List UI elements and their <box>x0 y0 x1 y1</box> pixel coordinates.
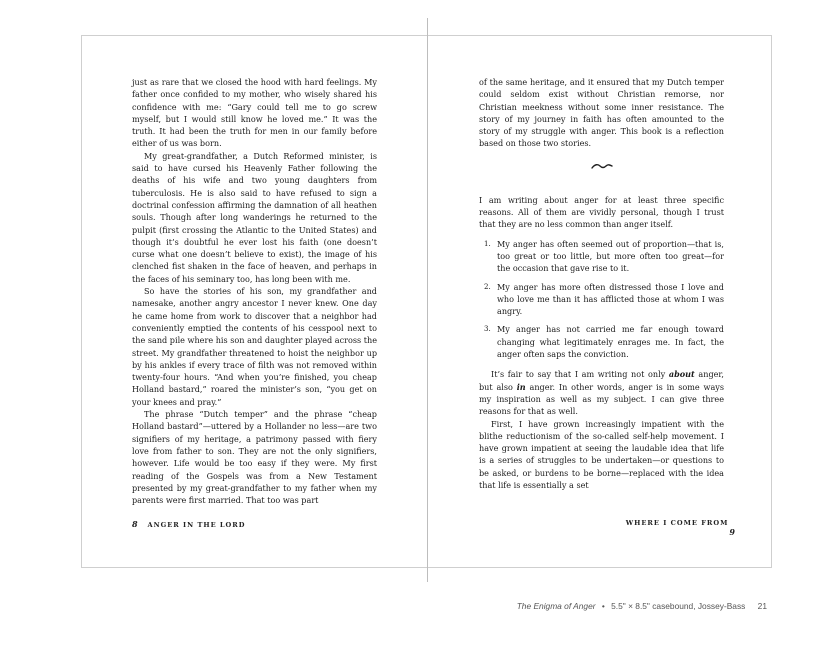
left-paragraph: My great-grandfather, a Dutch Reformed minister, is said to have cursed his Heavenly Father following the deaths of his wife and two young daughters from tuberculosis. He is also said to have refused to sign a doctrinal confession affirming the damnation of all heathen souls. Though after long wanderings he returned to the pulpit (first crossing the Atlantic to the United States) and though it’s doubtful he ever lost his faith (one doesn’t curse what one doesn’t believe to exist), the image of his clenched fist shaken in the face of heaven, and perhaps in the faces of his seminary too, has long been with me. <box>132 150 377 284</box>
spread-caption <box>517 601 767 611</box>
right-closing-paragraph: First, I have grown increasingly impatient with the blithe reductionism of the so-called self-help movement. I have grown impatient at seeing the laudable idea that life is a series of struggles to be undertaken—or questions to be asked, or burdens to be borne—replaced with the idea that life is essentially a set <box>479 418 724 491</box>
text-run: anger, but also <box>479 369 724 392</box>
right-opening-paragraph: of the same heritage, and it ensured that my Dutch temper could seldom exist without Christian remorse, nor Christian meekness without some inner resistance. The story of my journey in faith has often amounted to the story of my struggle with anger. This book is a reflection based on those two stories. <box>479 77 724 149</box>
left-paragraph: The phrase “Dutch temper” and the phrase “cheap Holland bastard”—uttered by a Hollander no less—are two signifiers of my heritage, a patrimony passed with fiery love from father to son. They are not the only signifiers, however. Life would be too easy if they were. My first reading of the Gospels was from a New Testament presented by my great-grandfather to my father when my parents were first married. That too was part <box>132 409 377 506</box>
list-item-text: My anger has often seemed out of proportion—that is, too great or too little, but more often too great—for the occasion that gave rise to it. <box>497 238 724 274</box>
list-item-text: My anger has more often distressed those I love and who love me than it has afflicted those at whom I was angry. <box>497 281 724 317</box>
right-about-paragraph <box>479 368 724 417</box>
book-title: The Enigma of Anger <box>516 601 596 611</box>
right-page-number: 9 <box>729 527 735 537</box>
list-item-text: My anger has not carried me far enough toward changing what legitimately enrages me. In fact, the anger often saps the conviction. <box>497 324 724 360</box>
book-specs: 5.5" × 8.5" casebound, Jossey-Bass <box>611 601 746 611</box>
emphasis-in: in <box>516 381 526 392</box>
left-page-body <box>132 76 377 506</box>
left-running-head: ANGER IN THE LORD <box>147 521 246 529</box>
list-item-number: 2. <box>484 282 491 291</box>
caption-separator: • <box>601 601 605 611</box>
section-break-ornament-icon <box>591 162 613 170</box>
list-item <box>479 281 724 318</box>
list-item-number: 1. <box>484 239 491 248</box>
left-page-footer <box>132 519 246 529</box>
caption-page-number: 21 <box>757 601 767 611</box>
list-item <box>479 323 724 360</box>
list-item <box>479 238 724 275</box>
spine-gutter-line <box>427 18 428 582</box>
text-run: It’s fair to say that I am writing not only <box>491 369 669 380</box>
left-page-number: 8 <box>132 519 138 529</box>
right-page-footer <box>624 519 735 537</box>
emphasis-about: about <box>668 369 695 380</box>
text-run: anger. In other words, anger is in some ways my inspiration as well as my subject. I can give three reasons for that as well. <box>479 381 725 417</box>
list-item-number: 3. <box>484 325 491 334</box>
left-paragraph: So have the stories of his son, my grandfather and namesake, another angry ancestor I never knew. One day he came home from work to discover that a neighbor had conveniently emptied the contents of his cesspool next to the sand pile where his son and daughter played across the street. My grandfather threatened to hoist the neighbor up by his ankles if every trace of filth was not removed within twenty-four hours. “And when you’re finished, you cheap Holland bastard,” roared the minister’s son, “you get on your knees and pray.” <box>132 286 377 407</box>
right-running-head: WHERE I COME FROM <box>625 519 729 527</box>
reasons-list <box>479 238 724 361</box>
right-intro-paragraph: I am writing about anger for at least three specific reasons. All of them are vividly personal, though I trust that they are no less common than anger itself. <box>479 194 724 230</box>
right-page-body <box>479 76 724 491</box>
left-paragraph: just as rare that we closed the hood with hard feelings. My father once confided to my mother, who wisely shared his confidence with me: “Gary could tell me to go screw myself, but I would still know he loved me.” It was the truth. It had been the truth for men in our family before either of us was born. <box>132 77 377 149</box>
